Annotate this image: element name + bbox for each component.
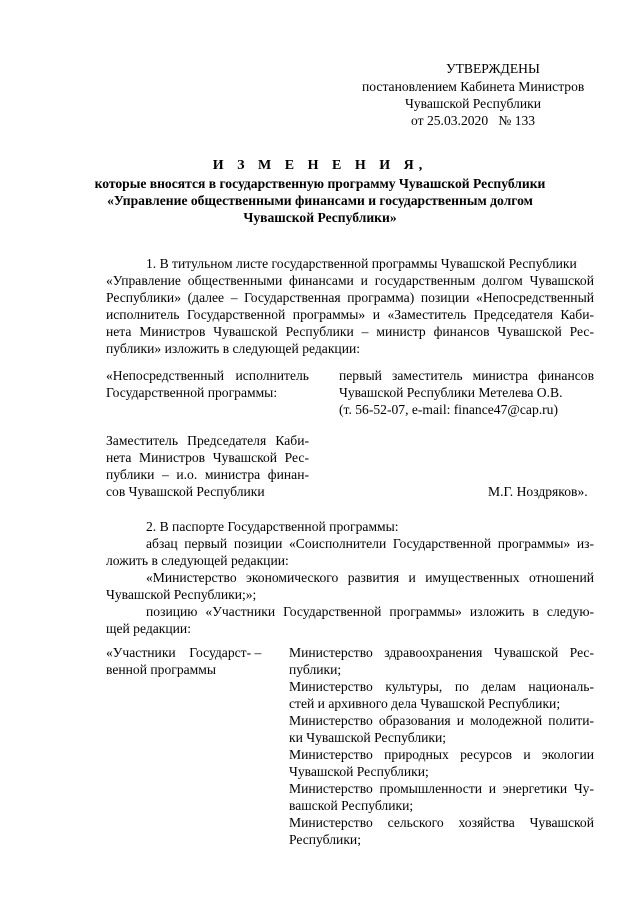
para2-line-6: щей редакции: (106, 621, 191, 636)
deputy-label-1: Заместитель Председателя Каби- (106, 433, 309, 448)
participant-5-line-2: вашской Республики; (289, 798, 414, 813)
para1-line-5: нета Министров Чувашской Республики – министр финансов Чувашской Рес- (106, 324, 594, 339)
executor-label-1: «Непосредственный исполнитель (106, 368, 309, 383)
para2-line-3: «Министерство экономического развития и имущественных отношений (146, 570, 594, 585)
participant-6-line-1: Министерство сельского хозяйства Чувашской (289, 815, 594, 830)
title-line-2: «Управление общественными финансами и государственным долгом (107, 193, 533, 208)
deputy-label-3: публики – и.о. министра финан- (106, 467, 309, 482)
deputy-label-4: сов Чувашской Республики (106, 484, 265, 499)
participant-3-line-2: ки Чувашской Республики; (289, 730, 447, 745)
title-line-3: Чувашской Республики» (243, 210, 397, 225)
para2-line-2: ложить в следующей редакции: (106, 553, 289, 568)
para2-line-1: абзац первый позиции «Соисполнители Государственной программы» из- (146, 536, 594, 551)
para2-line-5: позицию «Участники Государственной программы» изложить в следую- (146, 604, 594, 619)
para1-line-1: 1. В титульном листе государственной программы Чувашской Республики (146, 256, 577, 271)
participant-1-line-1: Министерство здравоохранения Чувашской Рес- (289, 645, 594, 660)
participants-label-2: венной программы (106, 662, 217, 677)
participant-1-line-2: публики; (289, 662, 342, 677)
participants-label-1: «Участники Государст- – (106, 645, 262, 660)
participant-2-line-1: Министерство культуры, по делам националь- (289, 679, 594, 694)
para1-line-6: публики» изложить в следующей редакции: (106, 341, 361, 356)
para1-line-2: «Управление общественными финансами и государственным долгом Чувашской (106, 273, 594, 288)
participant-4-line-1: Министерство природных ресурсов и экологии (289, 747, 594, 762)
executor-value-3: (т. 56-52-07, e-mail: finance47@cap.ru) (339, 402, 558, 417)
document-heading: И З М Е Н Е Н И Я, (212, 158, 428, 173)
participant-2-line-2: стей и архивного дела Чувашской Республики; (289, 696, 561, 711)
participant-6-line-2: Республики; (289, 832, 361, 847)
participant-4-line-2: Чувашской Республики; (289, 764, 429, 779)
para1-line-4: исполнитель Государственной программы» и «Заместитель Председателя Каби- (106, 307, 594, 322)
participant-5-line-1: Министерство промышленности и энергетики Чу- (289, 781, 594, 796)
para1-line-3: Республики» (далее – Государственная программа) позиции «Непосредственный (106, 290, 594, 305)
executor-value-1: первый заместитель министра финансов (339, 368, 594, 383)
approval-line-2: постановлением Кабинета Министров (362, 79, 585, 94)
deputy-label-2: нета Министров Чувашской Рес- (106, 450, 309, 465)
para2-line-4: Чувашской Республики;»; (106, 587, 257, 602)
para2-heading: 2. В паспорте Государственной программы: (146, 519, 399, 534)
approval-line-3: Чувашской Республики (405, 96, 541, 111)
deputy-name: М.Г. Ноздряков». (488, 484, 588, 499)
executor-value-2: Чувашской Республики Метелева О.В. (339, 385, 563, 400)
participant-3-line-1: Министерство образования и молодежной полити- (289, 713, 594, 728)
approval-line-1: УТВЕРЖДЕНЫ (446, 61, 540, 76)
title-line-1: которые вносятся в государственную программу Чувашской Республики (94, 176, 546, 191)
approval-line-4: от 25.03.2020 № 133 (411, 113, 536, 128)
executor-label-2: Государственной программы: (106, 385, 278, 400)
